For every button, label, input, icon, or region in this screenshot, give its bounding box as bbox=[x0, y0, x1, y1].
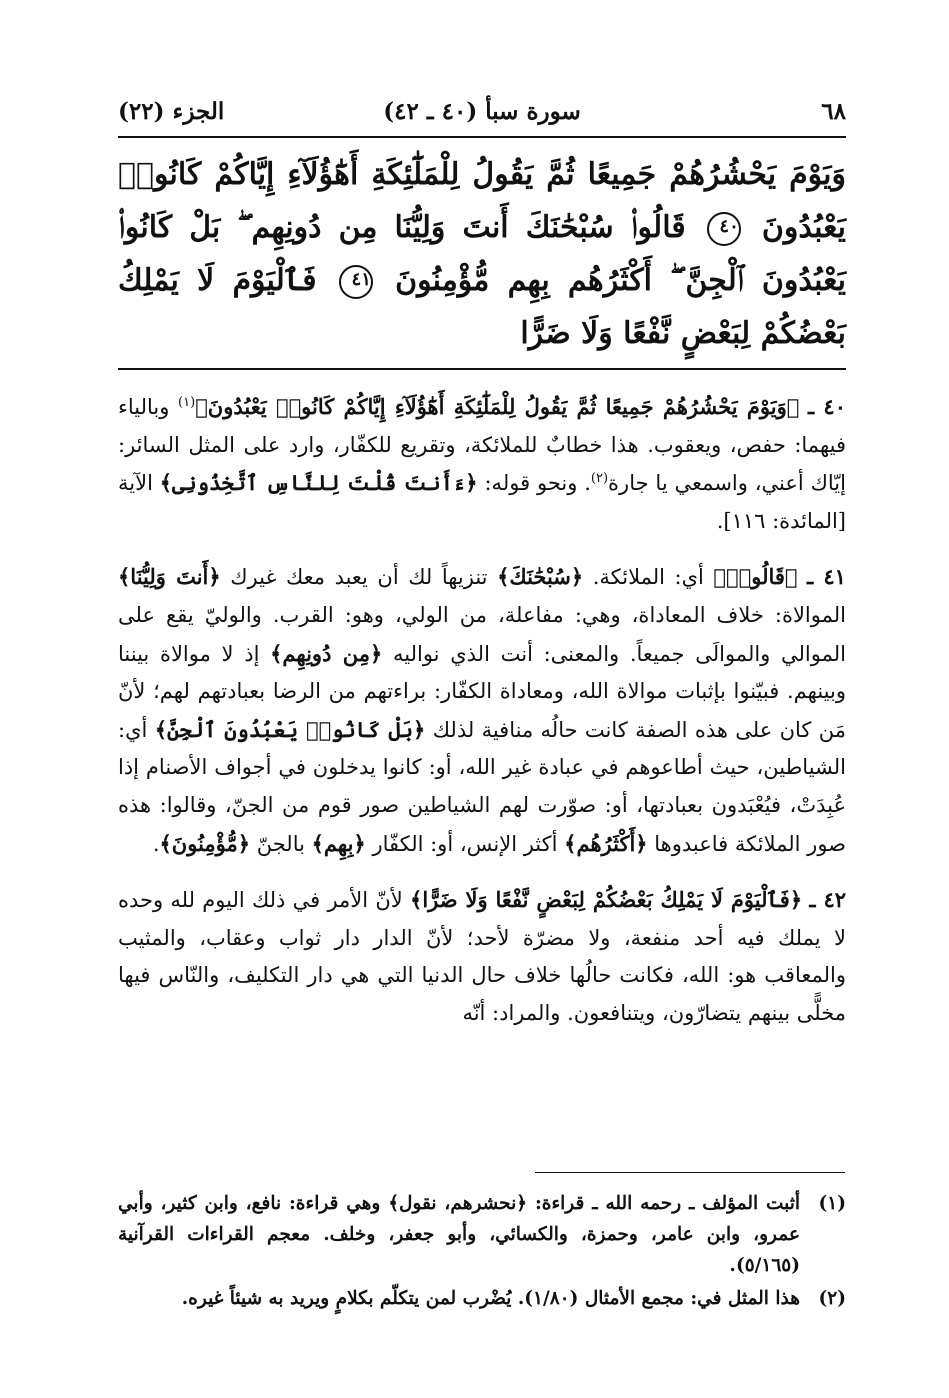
verse-41: قَالُوا۟ سُبْحَٰنَكَ أَنتَ وَلِيُّنَا مِن دُونِهِم ۖ بَلْ كَانُوا۟ يَعْبُدُونَ ٱلْجِنَّ ۖ أَكْثَرُهُم بِهِم مُّؤْمِنُونَ bbox=[118, 210, 847, 298]
quran-quote: ﴿وَيَوْمَ يَحْشُرُهُمْ جَمِيعًا ثُمَّ يَقُولُ لِلْمَلَٰٓئِكَةِ أَهَٰٓؤُلَآءِ إِيَّاكُمْ كَانُوا۟ يَعْبُدُونَ﴾ bbox=[195, 394, 800, 419]
commentary-paragraph-42 bbox=[118, 881, 846, 1032]
quran-quote: ﴿قَالُوا۟﴾ bbox=[713, 564, 798, 590]
commentary-paragraph-41 bbox=[118, 558, 846, 863]
footnote-text: أثبت المؤلف ـ رحمه الله ـ قراءة: ﴿نحشرهم، نقول﴾ وهي قراءة: نافع، وابن كثير، وأبي عمرو، وابن عامر، وحمزة، والكسائي، وأبو جعفر، وخلف. معجم القراءات القرآنية (٥/١٦٥). bbox=[118, 1193, 800, 1276]
commentary-text: وبالياء فيهما: حفص، ويعقوب. هذا خطابٌ للملائكة، وتقريع للكفّار، وارد على المثل السائر: إيّاك أعني، واسمعي يا جارة bbox=[118, 395, 846, 496]
quran-quote: ﴿أَكْثَرُهُم﴾ bbox=[564, 830, 648, 856]
quran-quote: ﴿مُّؤْمِنُونَ﴾ bbox=[159, 830, 251, 856]
footnote-1 bbox=[118, 1188, 846, 1281]
commentary-text: الموالاة: خلاف المعاداة، وهي: مفاعلة، من الولي، وهو: القرب. والوليّ يقع على الموالي والموالَى جميعاً. والمعنى: أنت الذي نواليه bbox=[118, 602, 846, 666]
quran-quote: ﴿بِهِم﴾ bbox=[311, 830, 366, 856]
quran-verses-block bbox=[118, 138, 846, 368]
quran-quote: ﴿سُبْحَٰنَكَ﴾ bbox=[497, 564, 584, 590]
commentary-text: تنزيهاً لك أن يعبد معك غيرك bbox=[230, 565, 488, 590]
paragraph-number: ٤١ ـ bbox=[807, 564, 846, 590]
footnote-number: (١) bbox=[818, 1193, 846, 1214]
commentary-text: إذ لا موالاة بيننا وبينهم. فبيّنوا بإثبات موالاة الله، ومعاداة الكفّار: براءتهم من الرضا بعبادتهم لهم؛ لأنّ مَن كان على هذه الصفة كانت حالُه منافية لذلك bbox=[118, 641, 846, 742]
commentary-text: بالجنّ bbox=[256, 831, 305, 856]
running-header bbox=[118, 92, 846, 136]
footnote-number: (٢) bbox=[818, 1288, 846, 1309]
paragraph-number: ٤٢ ـ bbox=[809, 887, 846, 913]
quran-quote: ﴿بَلْ كَانُوا۟ يَعْبُدُونَ ٱلْجِنَّ﴾ bbox=[154, 716, 426, 742]
verse-42: فَٱلْيَوْمَ لَا يَمْلِكُ بَعْضُكُمْ لِبَعْضٍ نَّفْعًا وَلَا ضَرًّا bbox=[118, 263, 846, 351]
footnote-2 bbox=[118, 1283, 846, 1314]
page-number: ٦٨ bbox=[821, 98, 846, 125]
ayah-number-40: ٤٠ bbox=[707, 212, 741, 246]
surah-title: سورة سبأ (٤٠ ـ ٤٢) bbox=[383, 98, 581, 125]
commentary-paragraph-40 bbox=[118, 388, 846, 540]
quran-quote: ﴿فَٱلْيَوْمَ لَا يَمْلِكُ بَعْضُكُمْ لِبَعْضٍ نَّفْعًا وَلَا ضَرًّا﴾ bbox=[410, 887, 803, 913]
footnotes bbox=[118, 1188, 846, 1316]
paragraph-number: ٤٠ ـ bbox=[807, 394, 846, 419]
ayah-number-41: ٤١ bbox=[339, 265, 373, 299]
footnote-ref-2[interactable]: (٢) bbox=[590, 471, 609, 487]
juz-label: الجزء (٢٢) bbox=[118, 98, 225, 125]
quran-quote: ﴿ءَأَنتَ قُلْتَ لِلنَّاسِ ٱتَّخِذُونِى﴾ bbox=[159, 470, 478, 496]
quran-quote: ﴿مِن دُونِهِم﴾ bbox=[270, 640, 383, 666]
footnote-ref-1[interactable]: (١) bbox=[178, 395, 196, 410]
footnote-rule bbox=[535, 1172, 845, 1173]
book-page bbox=[118, 92, 846, 1051]
commentary bbox=[118, 370, 846, 1033]
commentary-text: . bbox=[152, 831, 160, 856]
verse-40: وَيَوْمَ يَحْشُرُهُمْ جَمِيعًا ثُمَّ يَقُولُ لِلْمَلَٰٓئِكَةِ أَهَٰٓؤُلَآءِ إِيَّاكُمْ كَانُوا۟ يَعْبُدُونَ bbox=[118, 157, 846, 245]
footnote-text: هذا المثل في: مجمع الأمثال (١/٨٠). يُضْرب لمن يتكلّم بكلامٍ ويريد به شيئاً غيره. bbox=[181, 1288, 800, 1309]
commentary-text: الآية [المائدة: ١١٦]. bbox=[118, 471, 846, 533]
commentary-text: لأنّ الأمر في ذلك اليوم لله وحده لا يملك فيه أحد منفعة، ولا مضرّة لأحد؛ لأنّ الدار دار ثواب وعقاب، والمثيب والمعاقب هو: الله، فكانت حالُها خلاف حال الدنيا التي هي دار التكليف، والنّاس فيها مخلًّى بينهم يتضارّون، ويتنافعون. والمراد: أنّه bbox=[118, 888, 846, 1025]
commentary-text: أكثر الإنس، أو: الكفّار bbox=[372, 831, 558, 856]
commentary-text: أي: الشياطين، حيث أطاعوهم في عبادة غير الله، أو: كانوا يدخلون في أجواف الأصنام إذا عُبِدَتْ، فيُعْبَدون بعبادتها، أو: صوّرت لهم الشياطين صور قوم من الجنّ، وقالوا: هذه صور الملائكة فاعبدوها bbox=[118, 717, 846, 856]
quran-quote: ﴿أَنتَ وَلِيُّنَا﴾ bbox=[118, 564, 221, 590]
commentary-text: أي: الملائكة. bbox=[592, 565, 704, 590]
commentary-text: . ونحو قوله: bbox=[484, 471, 591, 496]
